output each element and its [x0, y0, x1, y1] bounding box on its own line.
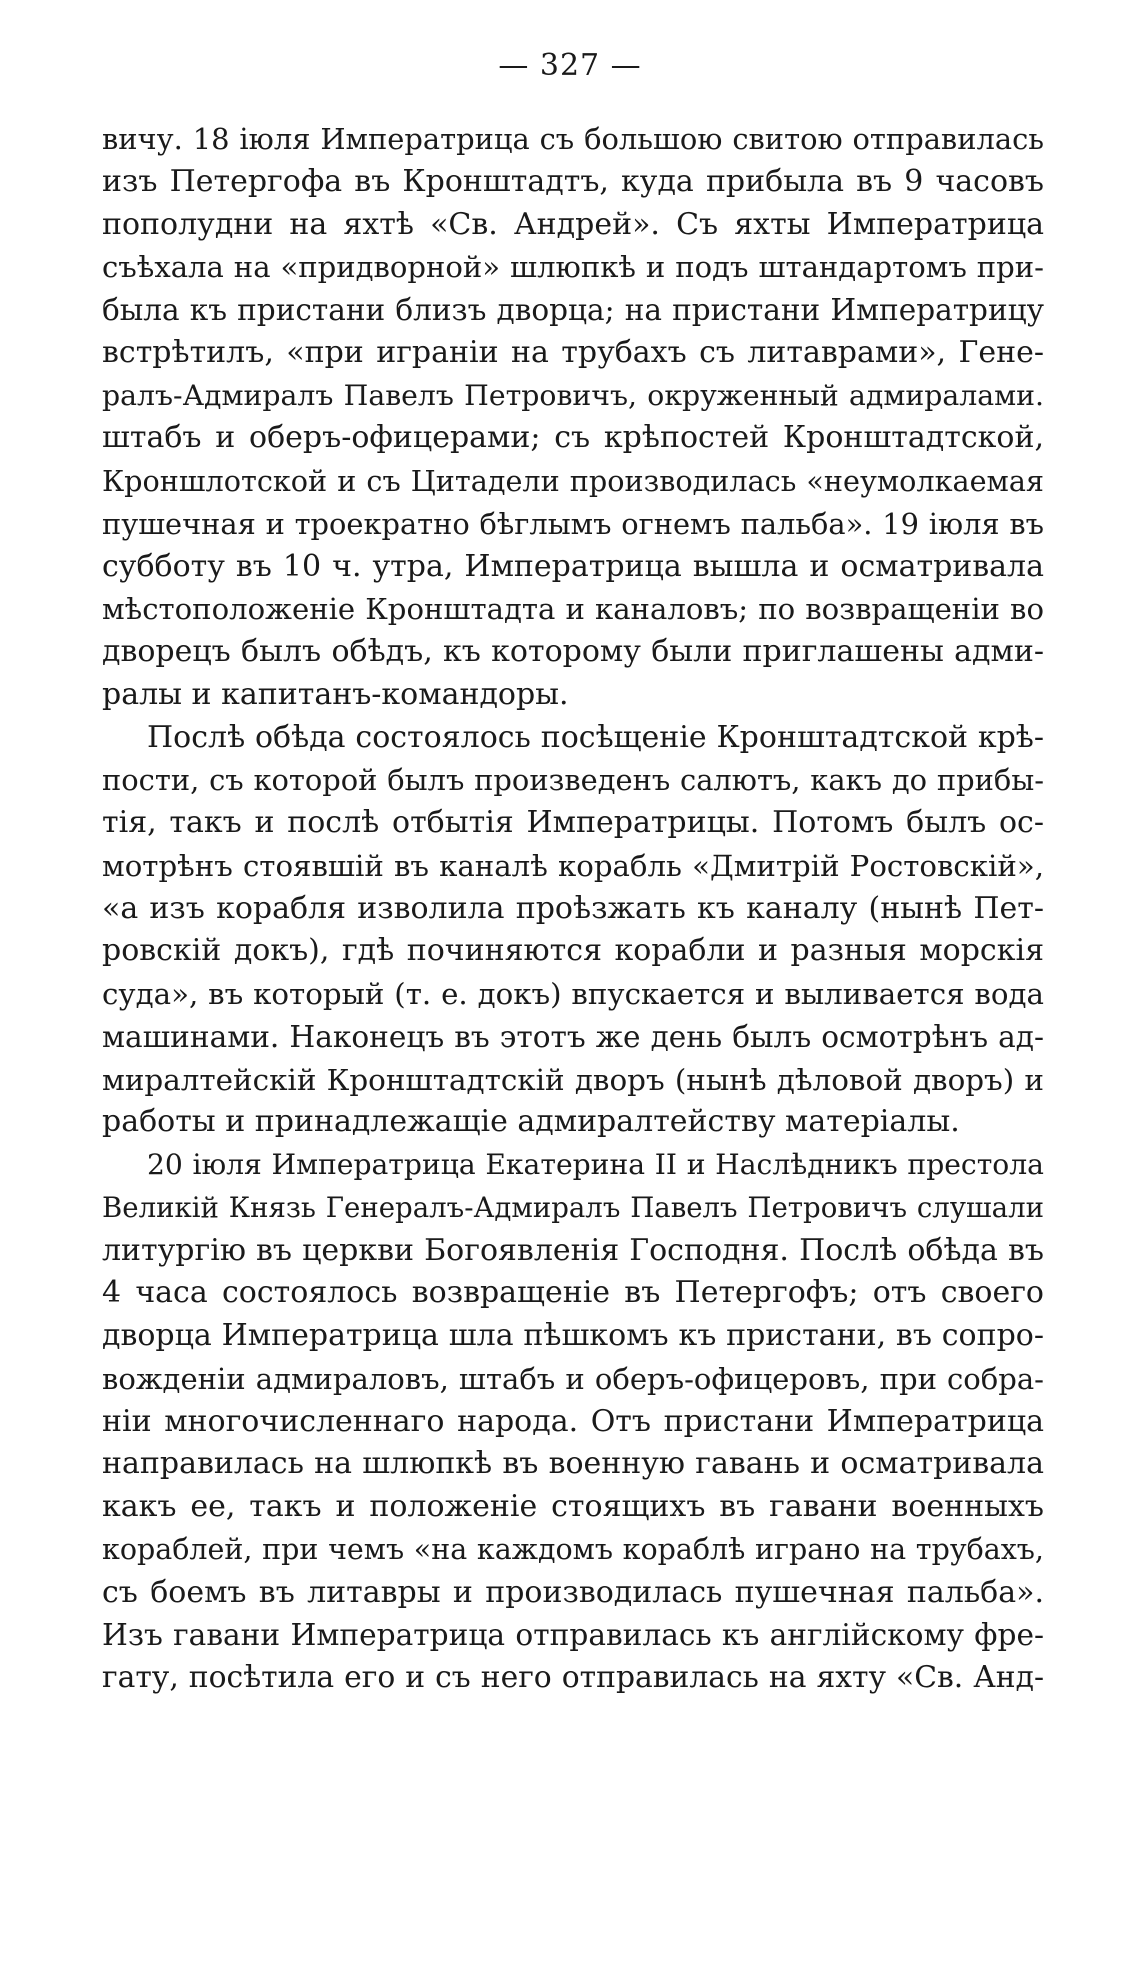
text-line: изъ Петергофа въ Кронштадтъ, куда прибыла въ 9 часовъ	[102, 163, 1044, 199]
text-line: направилась на шлюпкѣ въ военную гавань и осматривала	[102, 1446, 1044, 1482]
text-line: пушечная и троекратно бѣглымъ огнемъ пальба». 19 іюля въ	[102, 506, 1044, 541]
text-line: субботу въ 10 ч. утра, Императрица вышла и осматривала	[102, 548, 1044, 584]
text-line: вожденіи адмираловъ, штабъ и оберъ-офицеровъ, при собра-	[102, 1361, 1044, 1396]
text-line: 4 часа состоялось возвращеніе въ Петергофъ; отъ своего	[102, 1275, 1044, 1311]
text-line: мотрѣнъ стоявшій въ каналѣ корабль «Дмитрій Ростовскій»,	[102, 848, 1044, 883]
text-line: машинами. Наконецъ въ этотъ же день былъ осмотрѣнъ ад-	[102, 1019, 1044, 1054]
text-line: мѣстоположеніе Кронштадта и каналовъ; по возвращеніи во	[102, 592, 1044, 627]
text-line: съѣхала на «придворной» шлюпкѣ и подъ штандартомъ при-	[102, 250, 1044, 285]
text-line: ралъ-Адмиралъ Павелъ Петровичъ, окруженный адмиралами.	[102, 378, 1044, 412]
text-line: вичу. 18 іюля Императрица съ большою свитою отправилась	[102, 122, 1044, 156]
text-line: какъ ее, такъ и положеніе стоящихъ въ гавани военныхъ	[102, 1489, 1044, 1524]
paragraph-1	[102, 118, 1044, 717]
text-line: встрѣтилъ, «при играніи на трубахъ съ литаврами», Гене-	[102, 334, 1044, 370]
text-line: пополудни на яхтѣ «Св. Андрей». Съ яхты Императрица	[102, 206, 1044, 242]
text-line: гату, посѣтила его и съ него отправилась на яхту «Св. Анд-	[102, 1660, 1044, 1695]
body-text	[102, 118, 1044, 1700]
text-line: ровскій докъ), гдѣ починяются корабли и разныя морскія	[102, 933, 1044, 969]
text-line: 20 іюля Императрица Екатерина II и Наслѣдникъ престола	[147, 1148, 1044, 1181]
text-line: Изъ гавани Императрица отправилась къ англійскому фре-	[102, 1617, 1044, 1653]
text-line: Послѣ обѣда состоялось посѣщеніе Кронштадтской крѣ-	[147, 719, 1044, 755]
text-line: «а изъ корабля изволила проѣзжать къ каналу (нынѣ Пет-	[102, 890, 1044, 926]
text-line: кораблей, при чемъ «на каждомъ кораблѣ играно на трубахъ,	[102, 1532, 1044, 1566]
text-line: была къ пристани близъ дворца; на пристани Императрицу	[102, 293, 1044, 327]
paragraph-2	[102, 717, 1044, 1145]
text-line: дворца Императрица шла пѣшкомъ къ пристани, въ сопро-	[102, 1318, 1044, 1353]
text-line: Великій Князь Генералъ-Адмиралъ Павелъ Петровичъ слушали	[102, 1190, 1044, 1224]
paragraph-3	[102, 1144, 1044, 1700]
text-line: штабъ и оберъ-офицерами; съ крѣпостей Кронштадтской,	[102, 420, 1044, 456]
text-line: литургію въ церкви Богоявленія Господня. Послѣ обѣда въ	[102, 1232, 1044, 1268]
text-line: Кроншлотской и съ Цитадели производилась «неумолкаемая	[102, 464, 1044, 498]
text-line: миралтейскій Кронштадтскій дворъ (нынѣ дѣловой дворъ) и	[102, 1062, 1044, 1097]
text-line: ніи многочисленнаго народа. Отъ пристани Императрица	[102, 1403, 1044, 1439]
text-line: работы и принадлежащіе адмиралтейству матеріалы.	[102, 1104, 960, 1140]
text-line: пости, съ которой былъ произведенъ салютъ, какъ до прибы-	[102, 763, 1044, 798]
text-line: суда», въ который (т. е. докъ) впускается и выливается вода	[102, 977, 1044, 1011]
text-line: ралы и капитанъ-командоры.	[102, 676, 569, 712]
text-line: тія, такъ и послѣ отбытія Императрицы. Потомъ былъ ос-	[102, 805, 1044, 840]
text-line: съ боемъ въ литавры и производилась пушечная пальба».	[102, 1574, 1044, 1610]
text-line: дворецъ былъ обѣдъ, къ которому были приглашены адми-	[102, 634, 1044, 669]
page-number: — 327 —	[498, 48, 642, 83]
